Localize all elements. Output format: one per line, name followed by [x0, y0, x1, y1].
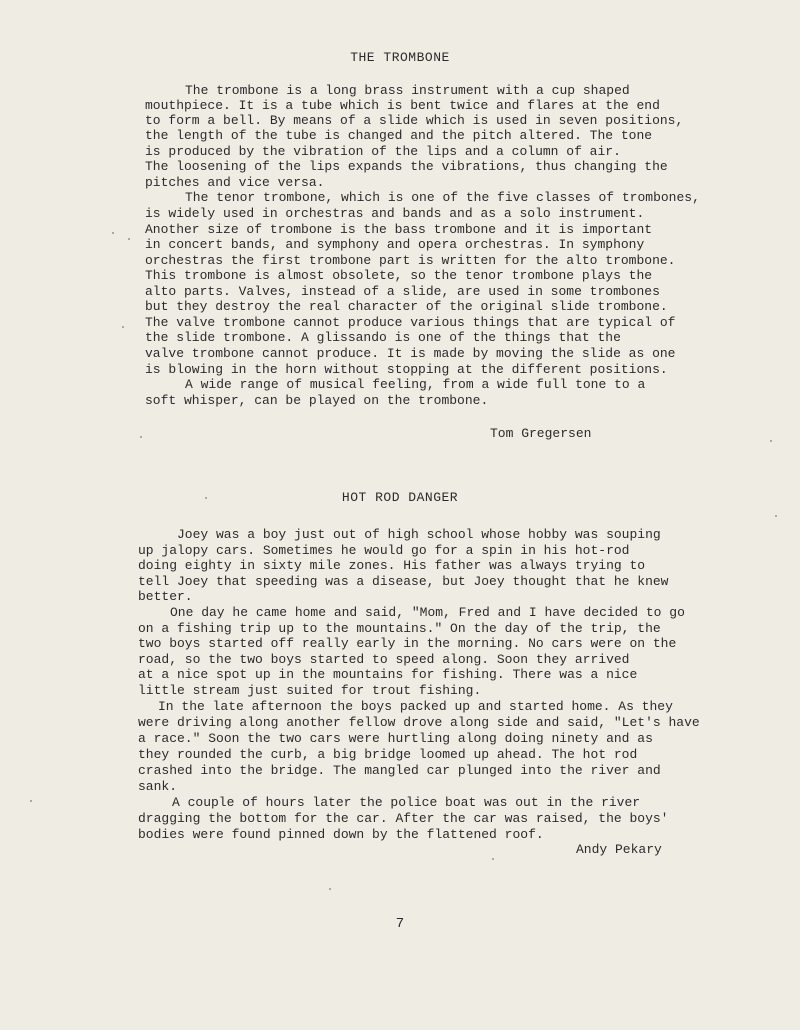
text-line: little stream just suited for trout fishing.	[138, 683, 482, 698]
text-line: is widely used in orchestras and bands and as a solo instrument.	[145, 206, 645, 221]
text-line: is produced by the vibration of the lips and a column of air.	[145, 144, 621, 159]
text-line: pitches and vice versa.	[145, 175, 325, 190]
text-line: A wide range of musical feeling, from a wide full tone to a	[185, 377, 646, 392]
text-line: the length of the tube is changed and the pitch altered. The tone	[145, 128, 653, 143]
text-line: The loosening of the lips expands the vibrations, thus changing the	[145, 159, 668, 174]
text-line: in concert bands, and symphony and opera orchestras. In symphony	[145, 237, 645, 252]
author-signature: Tom Gregersen	[490, 426, 592, 441]
text-line: dragging the bottom for the car. After the car was raised, the boys'	[138, 811, 669, 826]
text-line: sank.	[138, 779, 178, 794]
text-line: The trombone is a long brass instrument with a cup shaped	[185, 83, 630, 98]
paper-speck	[112, 232, 114, 234]
text-line: The valve trombone cannot produce various things that are typical of	[145, 315, 676, 330]
text-line: up jalopy cars. Sometimes he would go for a spin in his hot-rod	[138, 543, 630, 558]
text-line: tell Joey that speeding was a disease, but Joey thought that he knew	[138, 574, 669, 589]
paper-speck	[122, 326, 124, 328]
text-line: doing eighty in sixty mile zones. His father was always trying to	[138, 558, 646, 573]
text-line: crashed into the bridge. The mangled car plunged into the river and	[138, 763, 661, 778]
text-line: two boys started off really early in the morning. No cars were on the	[138, 636, 677, 651]
text-line: The tenor trombone, which is one of the five classes of trombones,	[185, 190, 700, 205]
author-signature: Andy Pekary	[576, 842, 662, 857]
text-line: the slide trombone. A glissando is one of the things that the	[145, 330, 621, 345]
paper-speck	[775, 515, 777, 517]
paper-speck	[30, 800, 32, 802]
text-line: to form a bell. By means of a slide which is used in seven positions,	[145, 113, 684, 128]
text-line: at a nice spot up in the mountains for fishing. There was a nice	[138, 667, 638, 682]
text-line: bodies were found pinned down by the flattened roof.	[138, 827, 544, 842]
text-line: mouthpiece. It is a tube which is bent twice and flares at the end	[145, 98, 660, 113]
text-line: soft whisper, can be played on the trombone.	[145, 393, 489, 408]
text-line: better.	[138, 589, 193, 604]
text-line: orchestras the first trombone part is written for the alto trombone.	[145, 253, 676, 268]
text-line: This trombone is almost obsolete, so the tenor trombone plays the	[145, 268, 653, 283]
text-line: they rounded the curb, a big bridge loomed up ahead. The hot rod	[138, 747, 638, 762]
text-line: alto parts. Valves, instead of a slide, are used in some trombones	[145, 284, 660, 299]
text-line: but they destroy the real character of the original slide trombone.	[145, 299, 668, 314]
text-line: is blowing in the horn without stopping at the different positions.	[145, 362, 668, 377]
paper-speck	[329, 888, 331, 890]
paper-speck	[770, 440, 772, 442]
paper-speck	[140, 436, 142, 438]
text-line: Joey was a boy just out of high school whose hobby was souping	[177, 527, 661, 542]
text-line: a race." Soon the two cars were hurtling along doing ninety and as	[138, 731, 653, 746]
text-line: A couple of hours later the police boat was out in the river	[172, 795, 641, 810]
article-title: THE TROMBONE	[350, 50, 450, 65]
paper-speck	[492, 858, 494, 860]
paper-speck	[128, 238, 130, 240]
text-line: road, so the two boys started to speed along. Soon they arrived	[138, 652, 630, 667]
text-line: valve trombone cannot produce. It is made by moving the slide as one	[145, 346, 676, 361]
article-title: HOT ROD DANGER	[341, 490, 459, 505]
text-line: on a fishing trip up to the mountains." On the day of the trip, the	[138, 621, 661, 636]
page-number: 7	[395, 916, 405, 932]
paper-speck	[205, 497, 207, 499]
text-line: One day he came home and said, "Mom, Fred and I have decided to go	[170, 605, 685, 620]
text-line: were driving along another fellow drove along side and said, "Let's have	[138, 715, 700, 730]
text-line: Another size of trombone is the bass trombone and it is important	[145, 222, 653, 237]
text-line: In the late afternoon the boys packed up and started home. As they	[158, 699, 673, 714]
